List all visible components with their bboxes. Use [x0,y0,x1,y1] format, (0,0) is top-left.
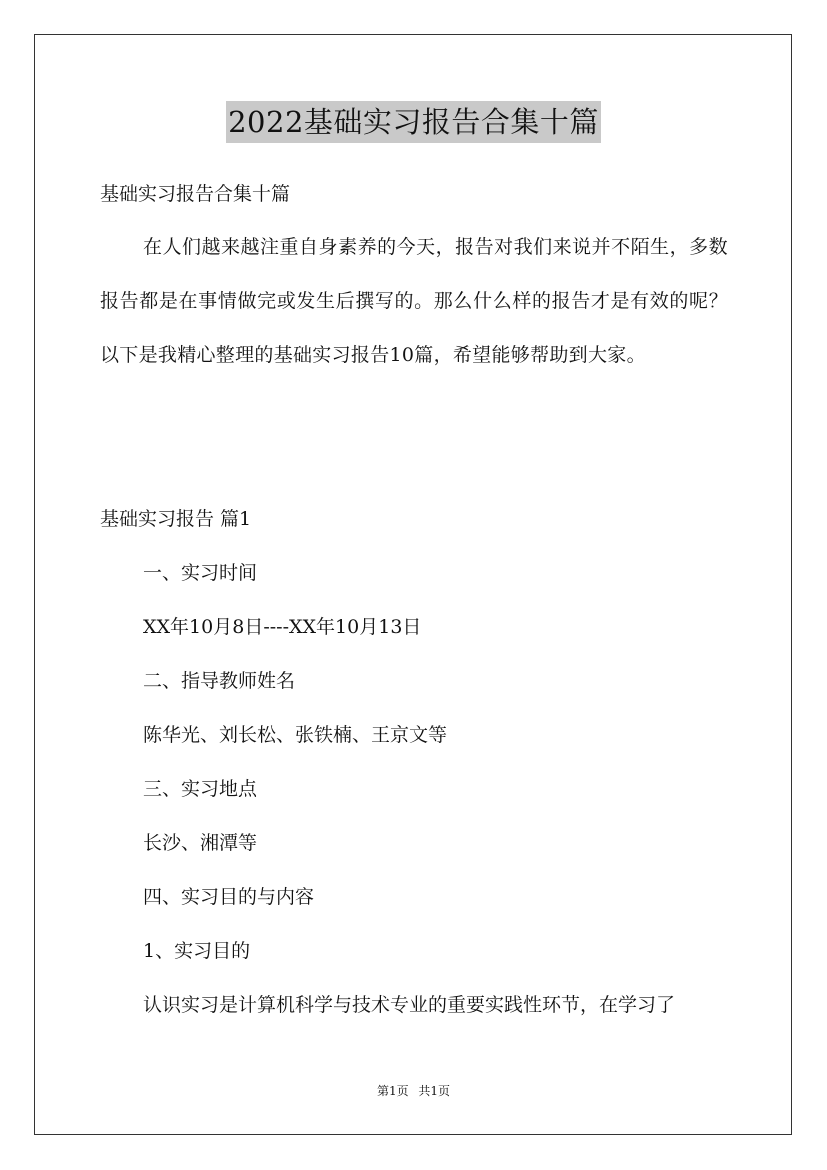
page-total: 共1页 [418,1084,451,1098]
list-item: 二、指导教师姓名 [143,670,296,692]
page-footer [0,1083,827,1099]
list-item: XX年10月8日----XX年10月13日 [143,616,422,638]
list-item: 1、实习目的 [143,940,251,962]
list-item: 长沙、湘潭等 [143,832,258,854]
page-number: 第1页 [376,1084,409,1098]
list-item: 四、实习目的与内容 [143,886,315,908]
list-item: 认识实习是计算机科学与技术专业的重要实践性环节，在学习了 [143,994,676,1016]
section-heading: 基础实习报告 篇1 [100,508,252,530]
intro-paragraph: 在人们越来越注重自身素养的今天，报告对我们来说并不陌生，多数报告都是在事情做完或发生后撰写的。那么什么样的报告才是有效的呢？以下是我精心整理的基础实习报告10篇，希望能够帮助到大家。 [100,236,728,366]
list-item: 三、实习地点 [143,778,258,800]
list-item: 一、实习时间 [143,562,258,584]
document-title: 2022基础实习报告合集十篇 [226,101,601,143]
document-subtitle: 基础实习报告合集十篇 [100,183,291,205]
title-container [0,101,827,143]
list-item: 陈华光、刘长松、张铁楠、王京文等 [143,724,448,746]
